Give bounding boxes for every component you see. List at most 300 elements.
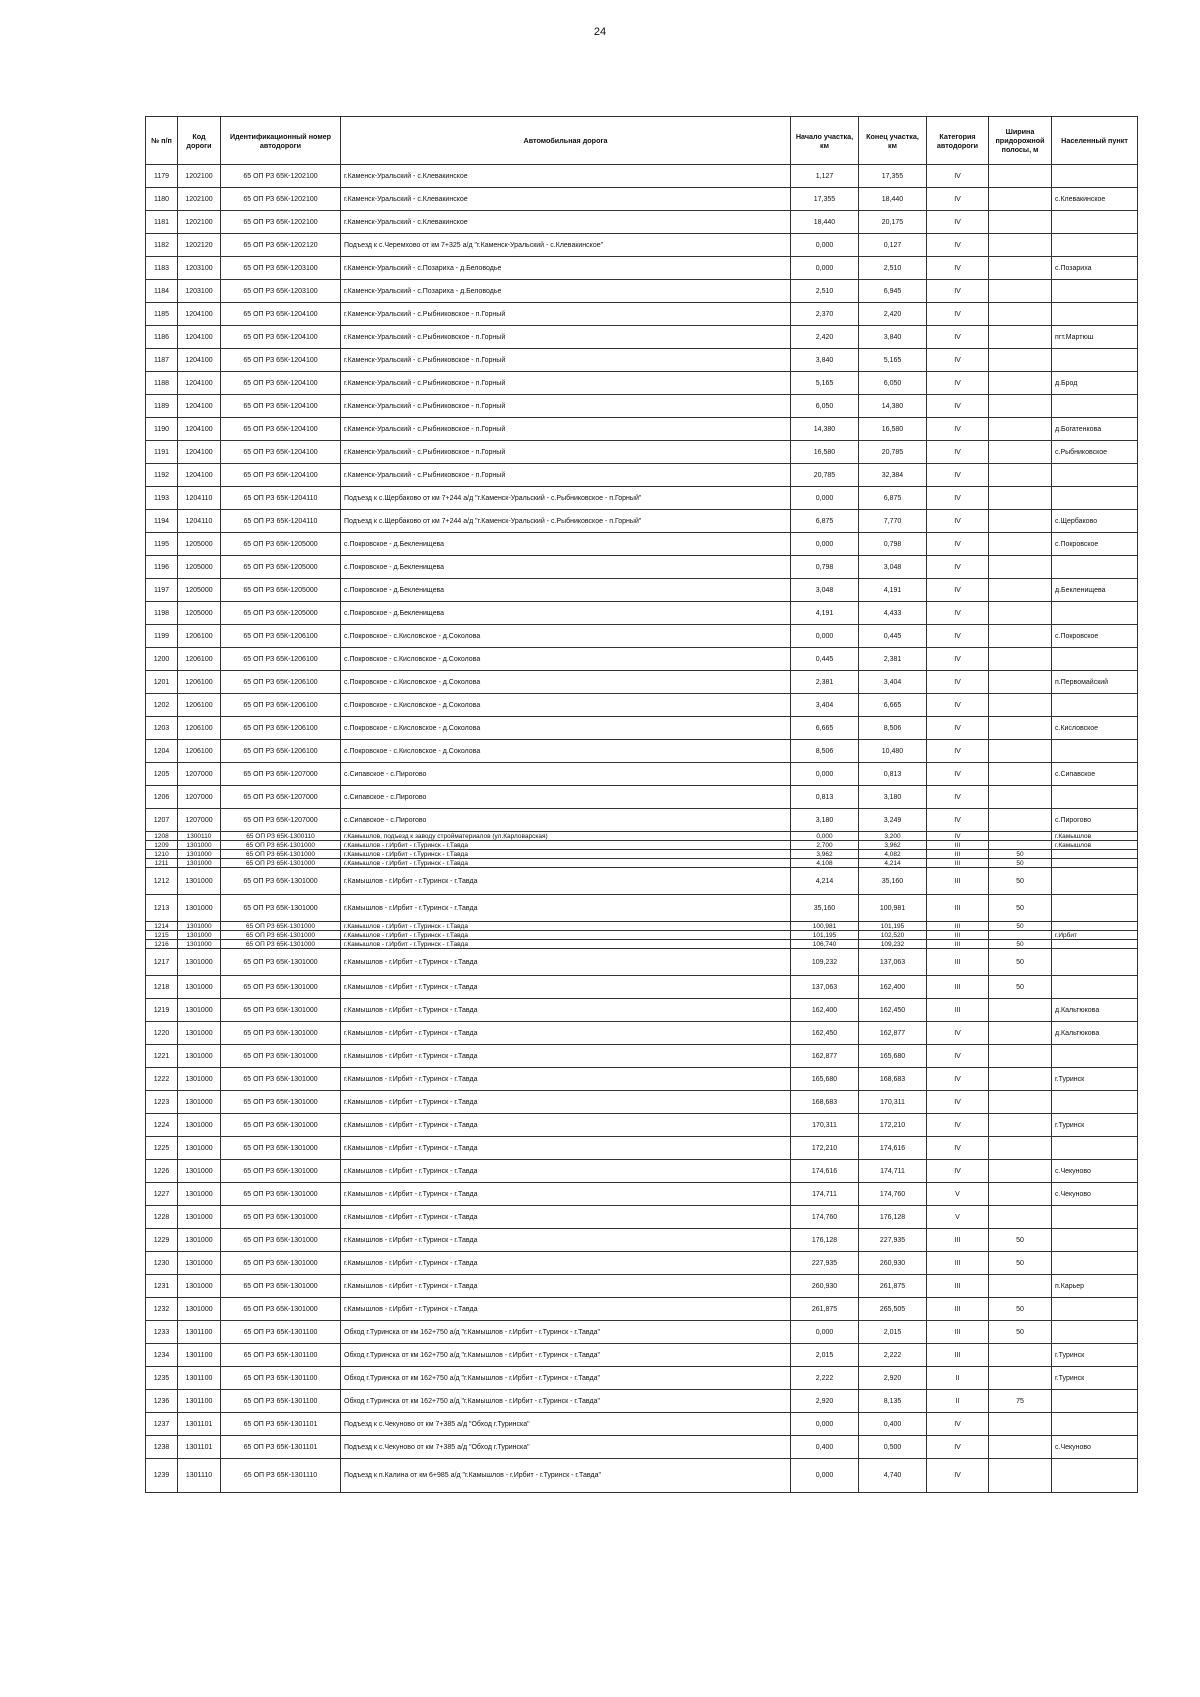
cell-start-km: 6,050 (791, 395, 859, 418)
cell-row-num: 1195 (146, 533, 178, 556)
cell-category: III (927, 940, 989, 949)
table-row (146, 1068, 1138, 1091)
cell-row-num: 1198 (146, 602, 178, 625)
cell-end-km: 3,404 (859, 671, 927, 694)
table-row (146, 832, 1138, 841)
cell-road-name: г.Камышлов - г.Ирбит - г.Туринск - г.Тавда (341, 1068, 791, 1091)
cell-road-code: 1300110 (178, 832, 221, 841)
cell-width (989, 165, 1052, 188)
table-row (146, 671, 1138, 694)
table-row (146, 717, 1138, 740)
cell-settlement (1052, 859, 1138, 868)
cell-id-number: 65 ОП РЗ 65К-1207000 (221, 786, 341, 809)
cell-road-name: Подъезд к п.Калина от км 6+985 а/д "г.Камышлов - г.Ирбит - г.Туринск - г.Тавда" (341, 1459, 791, 1493)
cell-road-code: 1301000 (178, 1137, 221, 1160)
cell-category: III (927, 1298, 989, 1321)
cell-road-code: 1204100 (178, 326, 221, 349)
cell-end-km: 3,180 (859, 786, 927, 809)
cell-end-km: 3,200 (859, 832, 927, 841)
cell-road-name: г.Камышлов - г.Ирбит - г.Туринск - г.Тавда (341, 922, 791, 931)
cell-settlement: с.Кисловское (1052, 717, 1138, 740)
cell-end-km: 6,665 (859, 694, 927, 717)
cell-width (989, 648, 1052, 671)
cell-row-num: 1220 (146, 1022, 178, 1045)
cell-start-km: 17,355 (791, 188, 859, 211)
cell-width (989, 372, 1052, 395)
cell-end-km: 8,135 (859, 1390, 927, 1413)
cell-row-num: 1194 (146, 510, 178, 533)
cell-road-code: 1301000 (178, 1298, 221, 1321)
cell-settlement (1052, 976, 1138, 999)
cell-start-km: 2,920 (791, 1390, 859, 1413)
cell-road-code: 1301000 (178, 1229, 221, 1252)
cell-width: 50 (989, 949, 1052, 976)
cell-road-name: г.Камышлов - г.Ирбит - г.Туринск - г.Тавда (341, 1298, 791, 1321)
cell-id-number: 65 ОП РЗ 65К-1206100 (221, 717, 341, 740)
cell-row-num: 1223 (146, 1091, 178, 1114)
cell-row-num: 1183 (146, 257, 178, 280)
cell-road-name: г.Камышлов - г.Ирбит - г.Туринск - г.Тавда (341, 1229, 791, 1252)
cell-end-km: 174,760 (859, 1183, 927, 1206)
cell-width (989, 717, 1052, 740)
table-row (146, 1206, 1138, 1229)
cell-end-km: 3,249 (859, 809, 927, 832)
cell-settlement (1052, 1390, 1138, 1413)
cell-start-km: 106,740 (791, 940, 859, 949)
cell-row-num: 1180 (146, 188, 178, 211)
cell-width (989, 1367, 1052, 1390)
cell-road-name: г.Камышлов - г.Ирбит - г.Туринск - г.Тавда (341, 1160, 791, 1183)
cell-id-number: 65 ОП РЗ 65К-1301000 (221, 1206, 341, 1229)
cell-width (989, 1459, 1052, 1493)
cell-category: III (927, 841, 989, 850)
table-row (146, 418, 1138, 441)
cell-road-name: г.Камышлов - г.Ирбит - г.Туринск - г.Тавда (341, 940, 791, 949)
header-category: Категория автодороги (927, 117, 989, 165)
cell-category: III (927, 1275, 989, 1298)
cell-road-code: 1207000 (178, 763, 221, 786)
cell-start-km: 2,700 (791, 841, 859, 850)
cell-id-number: 65 ОП РЗ 65К-1301100 (221, 1321, 341, 1344)
cell-road-code: 1204100 (178, 464, 221, 487)
cell-road-code: 1204100 (178, 372, 221, 395)
cell-category: IV (927, 280, 989, 303)
cell-start-km: 137,063 (791, 976, 859, 999)
cell-end-km: 227,935 (859, 1229, 927, 1252)
cell-end-km: 3,962 (859, 841, 927, 850)
table-row (146, 694, 1138, 717)
cell-category: V (927, 1206, 989, 1229)
cell-end-km: 0,445 (859, 625, 927, 648)
table-row (146, 895, 1138, 922)
cell-end-km: 2,015 (859, 1321, 927, 1344)
cell-width (989, 999, 1052, 1022)
cell-row-num: 1215 (146, 931, 178, 940)
cell-road-code: 1204100 (178, 349, 221, 372)
cell-road-code: 1204100 (178, 395, 221, 418)
cell-end-km: 165,680 (859, 1045, 927, 1068)
cell-end-km: 109,232 (859, 940, 927, 949)
cell-settlement: с.Покровское (1052, 533, 1138, 556)
cell-end-km: 174,711 (859, 1160, 927, 1183)
cell-id-number: 65 ОП РЗ 65К-1301000 (221, 859, 341, 868)
cell-end-km: 162,877 (859, 1022, 927, 1045)
cell-road-name: г.Каменск-Уральский - с.Рыбниковское - п.Горный (341, 326, 791, 349)
table-row (146, 1137, 1138, 1160)
cell-row-num: 1181 (146, 211, 178, 234)
cell-id-number: 65 ОП РЗ 65К-1202100 (221, 188, 341, 211)
cell-road-name: г.Камышлов - г.Ирбит - г.Туринск - г.Тавда (341, 841, 791, 850)
cell-width (989, 1045, 1052, 1068)
cell-road-code: 1301000 (178, 1091, 221, 1114)
cell-start-km: 0,000 (791, 625, 859, 648)
cell-width (989, 1275, 1052, 1298)
cell-id-number: 65 ОП РЗ 65К-1204100 (221, 326, 341, 349)
cell-start-km: 0,400 (791, 1436, 859, 1459)
cell-settlement (1052, 556, 1138, 579)
table-row (146, 1183, 1138, 1206)
table-row (146, 326, 1138, 349)
cell-id-number: 65 ОП РЗ 65К-1301101 (221, 1436, 341, 1459)
cell-category: IV (927, 786, 989, 809)
cell-row-num: 1185 (146, 303, 178, 326)
cell-id-number: 65 ОП РЗ 65К-1204100 (221, 418, 341, 441)
cell-category: III (927, 999, 989, 1022)
cell-road-code: 1206100 (178, 671, 221, 694)
table-row (146, 349, 1138, 372)
cell-settlement: п.Первомайский (1052, 671, 1138, 694)
cell-settlement (1052, 786, 1138, 809)
cell-category: IV (927, 1160, 989, 1183)
cell-end-km: 4,433 (859, 602, 927, 625)
cell-end-km: 2,381 (859, 648, 927, 671)
cell-start-km: 20,785 (791, 464, 859, 487)
cell-row-num: 1193 (146, 487, 178, 510)
cell-road-name: с.Покровское - с.Кисловское - д.Соколова (341, 671, 791, 694)
table-row (146, 1229, 1138, 1252)
cell-road-code: 1301000 (178, 841, 221, 850)
cell-end-km: 172,210 (859, 1114, 927, 1137)
cell-end-km: 10,480 (859, 740, 927, 763)
cell-road-name: г.Камышлов - г.Ирбит - г.Туринск - г.Тавда (341, 868, 791, 895)
cell-road-code: 1202100 (178, 165, 221, 188)
cell-start-km: 0,000 (791, 832, 859, 841)
cell-end-km: 2,510 (859, 257, 927, 280)
header-road-name: Автомобильная дорога (341, 117, 791, 165)
cell-road-name: г.Камышлов - г.Ирбит - г.Туринск - г.Тавда (341, 1114, 791, 1137)
cell-row-num: 1192 (146, 464, 178, 487)
cell-id-number: 65 ОП РЗ 65К-1301000 (221, 1068, 341, 1091)
cell-category: IV (927, 832, 989, 841)
table-row (146, 234, 1138, 257)
cell-category: IV (927, 418, 989, 441)
cell-road-code: 1301000 (178, 1114, 221, 1137)
table-row (146, 395, 1138, 418)
cell-category: III (927, 931, 989, 940)
cell-row-num: 1239 (146, 1459, 178, 1493)
cell-settlement: п.Карьер (1052, 1275, 1138, 1298)
cell-road-name: г.Каменск-Уральский - с.Клевакинское (341, 211, 791, 234)
cell-start-km: 4,108 (791, 859, 859, 868)
cell-id-number: 65 ОП РЗ 65К-1207000 (221, 763, 341, 786)
cell-category: IV (927, 510, 989, 533)
cell-start-km: 16,580 (791, 441, 859, 464)
table-row (146, 740, 1138, 763)
table-row (146, 1367, 1138, 1390)
table-row (146, 165, 1138, 188)
cell-id-number: 65 ОП РЗ 65К-1204110 (221, 510, 341, 533)
cell-settlement: д.Кальтюкова (1052, 1022, 1138, 1045)
cell-settlement (1052, 303, 1138, 326)
roads-table (145, 116, 1138, 1493)
cell-settlement (1052, 395, 1138, 418)
cell-id-number: 65 ОП РЗ 65К-1206100 (221, 694, 341, 717)
cell-width (989, 931, 1052, 940)
cell-road-name: г.Камышлов - г.Ирбит - г.Туринск - г.Тавда (341, 850, 791, 859)
cell-start-km: 0,000 (791, 234, 859, 257)
cell-width (989, 841, 1052, 850)
cell-road-code: 1204110 (178, 487, 221, 510)
cell-start-km: 227,935 (791, 1252, 859, 1275)
cell-id-number: 65 ОП РЗ 65К-1301000 (221, 1091, 341, 1114)
cell-category: IV (927, 372, 989, 395)
cell-category: IV (927, 1022, 989, 1045)
cell-start-km: 2,370 (791, 303, 859, 326)
cell-road-name: г.Камышлов - г.Ирбит - г.Туринск - г.Тавда (341, 1022, 791, 1045)
table-row (146, 786, 1138, 809)
cell-id-number: 65 ОП РЗ 65К-1301000 (221, 1229, 341, 1252)
cell-road-name: г.Каменск-Уральский - с.Позариха - д.Беловодье (341, 257, 791, 280)
cell-end-km: 170,311 (859, 1091, 927, 1114)
cell-settlement (1052, 1298, 1138, 1321)
table-row (146, 859, 1138, 868)
cell-width (989, 418, 1052, 441)
cell-start-km: 162,450 (791, 1022, 859, 1045)
cell-id-number: 65 ОП РЗ 65К-1301000 (221, 895, 341, 922)
cell-settlement (1052, 648, 1138, 671)
cell-width: 50 (989, 940, 1052, 949)
cell-road-code: 1301000 (178, 1275, 221, 1298)
cell-row-num: 1217 (146, 949, 178, 976)
cell-width (989, 556, 1052, 579)
cell-row-num: 1233 (146, 1321, 178, 1344)
cell-id-number: 65 ОП РЗ 65К-1301000 (221, 1022, 341, 1045)
cell-category: IV (927, 602, 989, 625)
cell-settlement: с.Позариха (1052, 257, 1138, 280)
cell-settlement (1052, 949, 1138, 976)
page-number: 24 (593, 26, 607, 38)
cell-settlement: пгт.Мартюш (1052, 326, 1138, 349)
cell-row-num: 1205 (146, 763, 178, 786)
cell-start-km: 3,180 (791, 809, 859, 832)
cell-row-num: 1199 (146, 625, 178, 648)
cell-settlement (1052, 211, 1138, 234)
header-num: № п/п (146, 117, 178, 165)
cell-category: V (927, 1183, 989, 1206)
cell-id-number: 65 ОП РЗ 65К-1207000 (221, 809, 341, 832)
cell-road-name: г.Каменск-Уральский - с.Клевакинское (341, 165, 791, 188)
cell-end-km: 162,400 (859, 976, 927, 999)
table-row (146, 303, 1138, 326)
table-row (146, 868, 1138, 895)
cell-settlement: г.Камышлов (1052, 841, 1138, 850)
cell-road-code: 1203100 (178, 280, 221, 303)
cell-settlement (1052, 694, 1138, 717)
header-start-km: Начало участка, км (791, 117, 859, 165)
cell-road-name: с.Покровское - с.Кисловское - д.Соколова (341, 648, 791, 671)
cell-start-km: 176,128 (791, 1229, 859, 1252)
cell-row-num: 1208 (146, 832, 178, 841)
cell-road-code: 1204110 (178, 510, 221, 533)
cell-category: IV (927, 648, 989, 671)
table-row (146, 1413, 1138, 1436)
cell-end-km: 18,440 (859, 188, 927, 211)
cell-settlement: г.Туринск (1052, 1068, 1138, 1091)
cell-end-km: 4,191 (859, 579, 927, 602)
cell-width (989, 1160, 1052, 1183)
cell-road-code: 1301000 (178, 1252, 221, 1275)
cell-id-number: 65 ОП РЗ 65К-1205000 (221, 556, 341, 579)
table-row (146, 940, 1138, 949)
cell-settlement: с.Чекуново (1052, 1160, 1138, 1183)
cell-road-code: 1301000 (178, 859, 221, 868)
cell-road-name: г.Каменск-Уральский - с.Клевакинское (341, 188, 791, 211)
cell-id-number: 65 ОП РЗ 65К-1206100 (221, 671, 341, 694)
cell-category: III (927, 1229, 989, 1252)
cell-id-number: 65 ОП РЗ 65К-1204100 (221, 349, 341, 372)
cell-end-km: 6,875 (859, 487, 927, 510)
cell-road-code: 1206100 (178, 648, 221, 671)
cell-category: IV (927, 303, 989, 326)
cell-row-num: 1207 (146, 809, 178, 832)
cell-width (989, 441, 1052, 464)
cell-start-km: 18,440 (791, 211, 859, 234)
cell-road-name: г.Камышлов, подъезд к заводу стройматериалов (ул.Карловарская) (341, 832, 791, 841)
cell-end-km: 261,875 (859, 1275, 927, 1298)
header-id-number: Идентификационный номер автодороги (221, 117, 341, 165)
cell-row-num: 1213 (146, 895, 178, 922)
cell-road-name: г.Камышлов - г.Ирбит - г.Туринск - г.Тавда (341, 949, 791, 976)
cell-start-km: 4,191 (791, 602, 859, 625)
cell-start-km: 4,214 (791, 868, 859, 895)
cell-start-km: 6,875 (791, 510, 859, 533)
cell-width (989, 809, 1052, 832)
cell-category: III (927, 976, 989, 999)
cell-settlement: г.Камышлов (1052, 832, 1138, 841)
cell-start-km: 2,222 (791, 1367, 859, 1390)
cell-start-km: 2,381 (791, 671, 859, 694)
cell-width (989, 1436, 1052, 1459)
cell-id-number: 65 ОП РЗ 65К-1204100 (221, 464, 341, 487)
cell-id-number: 65 ОП РЗ 65К-1301000 (221, 1183, 341, 1206)
cell-id-number: 65 ОП РЗ 65К-1206100 (221, 625, 341, 648)
cell-id-number: 65 ОП РЗ 65К-1301000 (221, 868, 341, 895)
cell-width: 75 (989, 1390, 1052, 1413)
cell-id-number: 65 ОП РЗ 65К-1301000 (221, 850, 341, 859)
cell-end-km: 176,128 (859, 1206, 927, 1229)
cell-width (989, 303, 1052, 326)
cell-end-km: 2,920 (859, 1367, 927, 1390)
cell-road-name: г.Камышлов - г.Ирбит - г.Туринск - г.Тавда (341, 1183, 791, 1206)
cell-road-name: с.Покровское - д.Бекленищева (341, 579, 791, 602)
cell-end-km: 5,165 (859, 349, 927, 372)
cell-width (989, 1068, 1052, 1091)
cell-id-number: 65 ОП РЗ 65К-1204100 (221, 441, 341, 464)
cell-road-name: г.Каменск-Уральский - с.Рыбниковское - п.Горный (341, 464, 791, 487)
cell-row-num: 1214 (146, 922, 178, 931)
cell-start-km: 101,195 (791, 931, 859, 940)
cell-start-km: 174,760 (791, 1206, 859, 1229)
cell-start-km: 0,000 (791, 533, 859, 556)
cell-row-num: 1190 (146, 418, 178, 441)
cell-settlement (1052, 1045, 1138, 1068)
cell-width (989, 1091, 1052, 1114)
cell-category: IV (927, 579, 989, 602)
cell-start-km: 0,000 (791, 1459, 859, 1493)
cell-category: III (927, 1321, 989, 1344)
cell-id-number: 65 ОП РЗ 65К-1205000 (221, 602, 341, 625)
cell-end-km: 6,945 (859, 280, 927, 303)
cell-width (989, 1413, 1052, 1436)
cell-road-name: г.Камышлов - г.Ирбит - г.Туринск - г.Тавда (341, 859, 791, 868)
cell-id-number: 65 ОП РЗ 65К-1301000 (221, 1275, 341, 1298)
cell-end-km: 2,222 (859, 1344, 927, 1367)
cell-width: 50 (989, 976, 1052, 999)
cell-start-km: 100,981 (791, 922, 859, 931)
cell-road-code: 1204100 (178, 441, 221, 464)
cell-end-km: 0,500 (859, 1436, 927, 1459)
cell-width (989, 188, 1052, 211)
cell-id-number: 65 ОП РЗ 65К-1301000 (221, 1045, 341, 1068)
cell-id-number: 65 ОП РЗ 65К-1204100 (221, 303, 341, 326)
cell-road-code: 1301000 (178, 1045, 221, 1068)
cell-width: 50 (989, 850, 1052, 859)
cell-road-code: 1301000 (178, 931, 221, 940)
cell-start-km: 0,813 (791, 786, 859, 809)
cell-settlement: г.Туринск (1052, 1114, 1138, 1137)
cell-road-name: г.Камышлов - г.Ирбит - г.Туринск - г.Тавда (341, 931, 791, 940)
cell-end-km: 3,048 (859, 556, 927, 579)
cell-end-km: 4,082 (859, 850, 927, 859)
cell-start-km: 0,000 (791, 487, 859, 510)
cell-width (989, 257, 1052, 280)
cell-settlement: с.Покровское (1052, 625, 1138, 648)
cell-row-num: 1216 (146, 940, 178, 949)
cell-settlement (1052, 349, 1138, 372)
cell-category: IV (927, 763, 989, 786)
cell-road-name: с.Покровское - с.Кисловское - д.Соколова (341, 625, 791, 648)
cell-settlement: с.Клевакинское (1052, 188, 1138, 211)
cell-settlement (1052, 1091, 1138, 1114)
table-row (146, 1344, 1138, 1367)
cell-row-num: 1201 (146, 671, 178, 694)
cell-id-number: 65 ОП РЗ 65К-1206100 (221, 648, 341, 671)
cell-category: III (927, 859, 989, 868)
cell-road-name: г.Каменск-Уральский - с.Рыбниковское - п.Горный (341, 395, 791, 418)
cell-end-km: 20,175 (859, 211, 927, 234)
cell-settlement: г.Туринск (1052, 1344, 1138, 1367)
cell-road-code: 1301100 (178, 1344, 221, 1367)
cell-road-name: Подъезд к с.Чекуново от км 7+385 а/д "Обход г.Туринска" (341, 1436, 791, 1459)
cell-road-code: 1301000 (178, 850, 221, 859)
cell-category: IV (927, 1114, 989, 1137)
cell-road-name: Обход г.Туринска от км 162+750 а/д "г.Камышлов - г.Ирбит - г.Туринск - г.Тавда" (341, 1367, 791, 1390)
cell-row-num: 1212 (146, 868, 178, 895)
cell-end-km: 0,798 (859, 533, 927, 556)
header-width: Ширина придорожной полосы, м (989, 117, 1052, 165)
cell-row-num: 1221 (146, 1045, 178, 1068)
cell-start-km: 0,000 (791, 257, 859, 280)
